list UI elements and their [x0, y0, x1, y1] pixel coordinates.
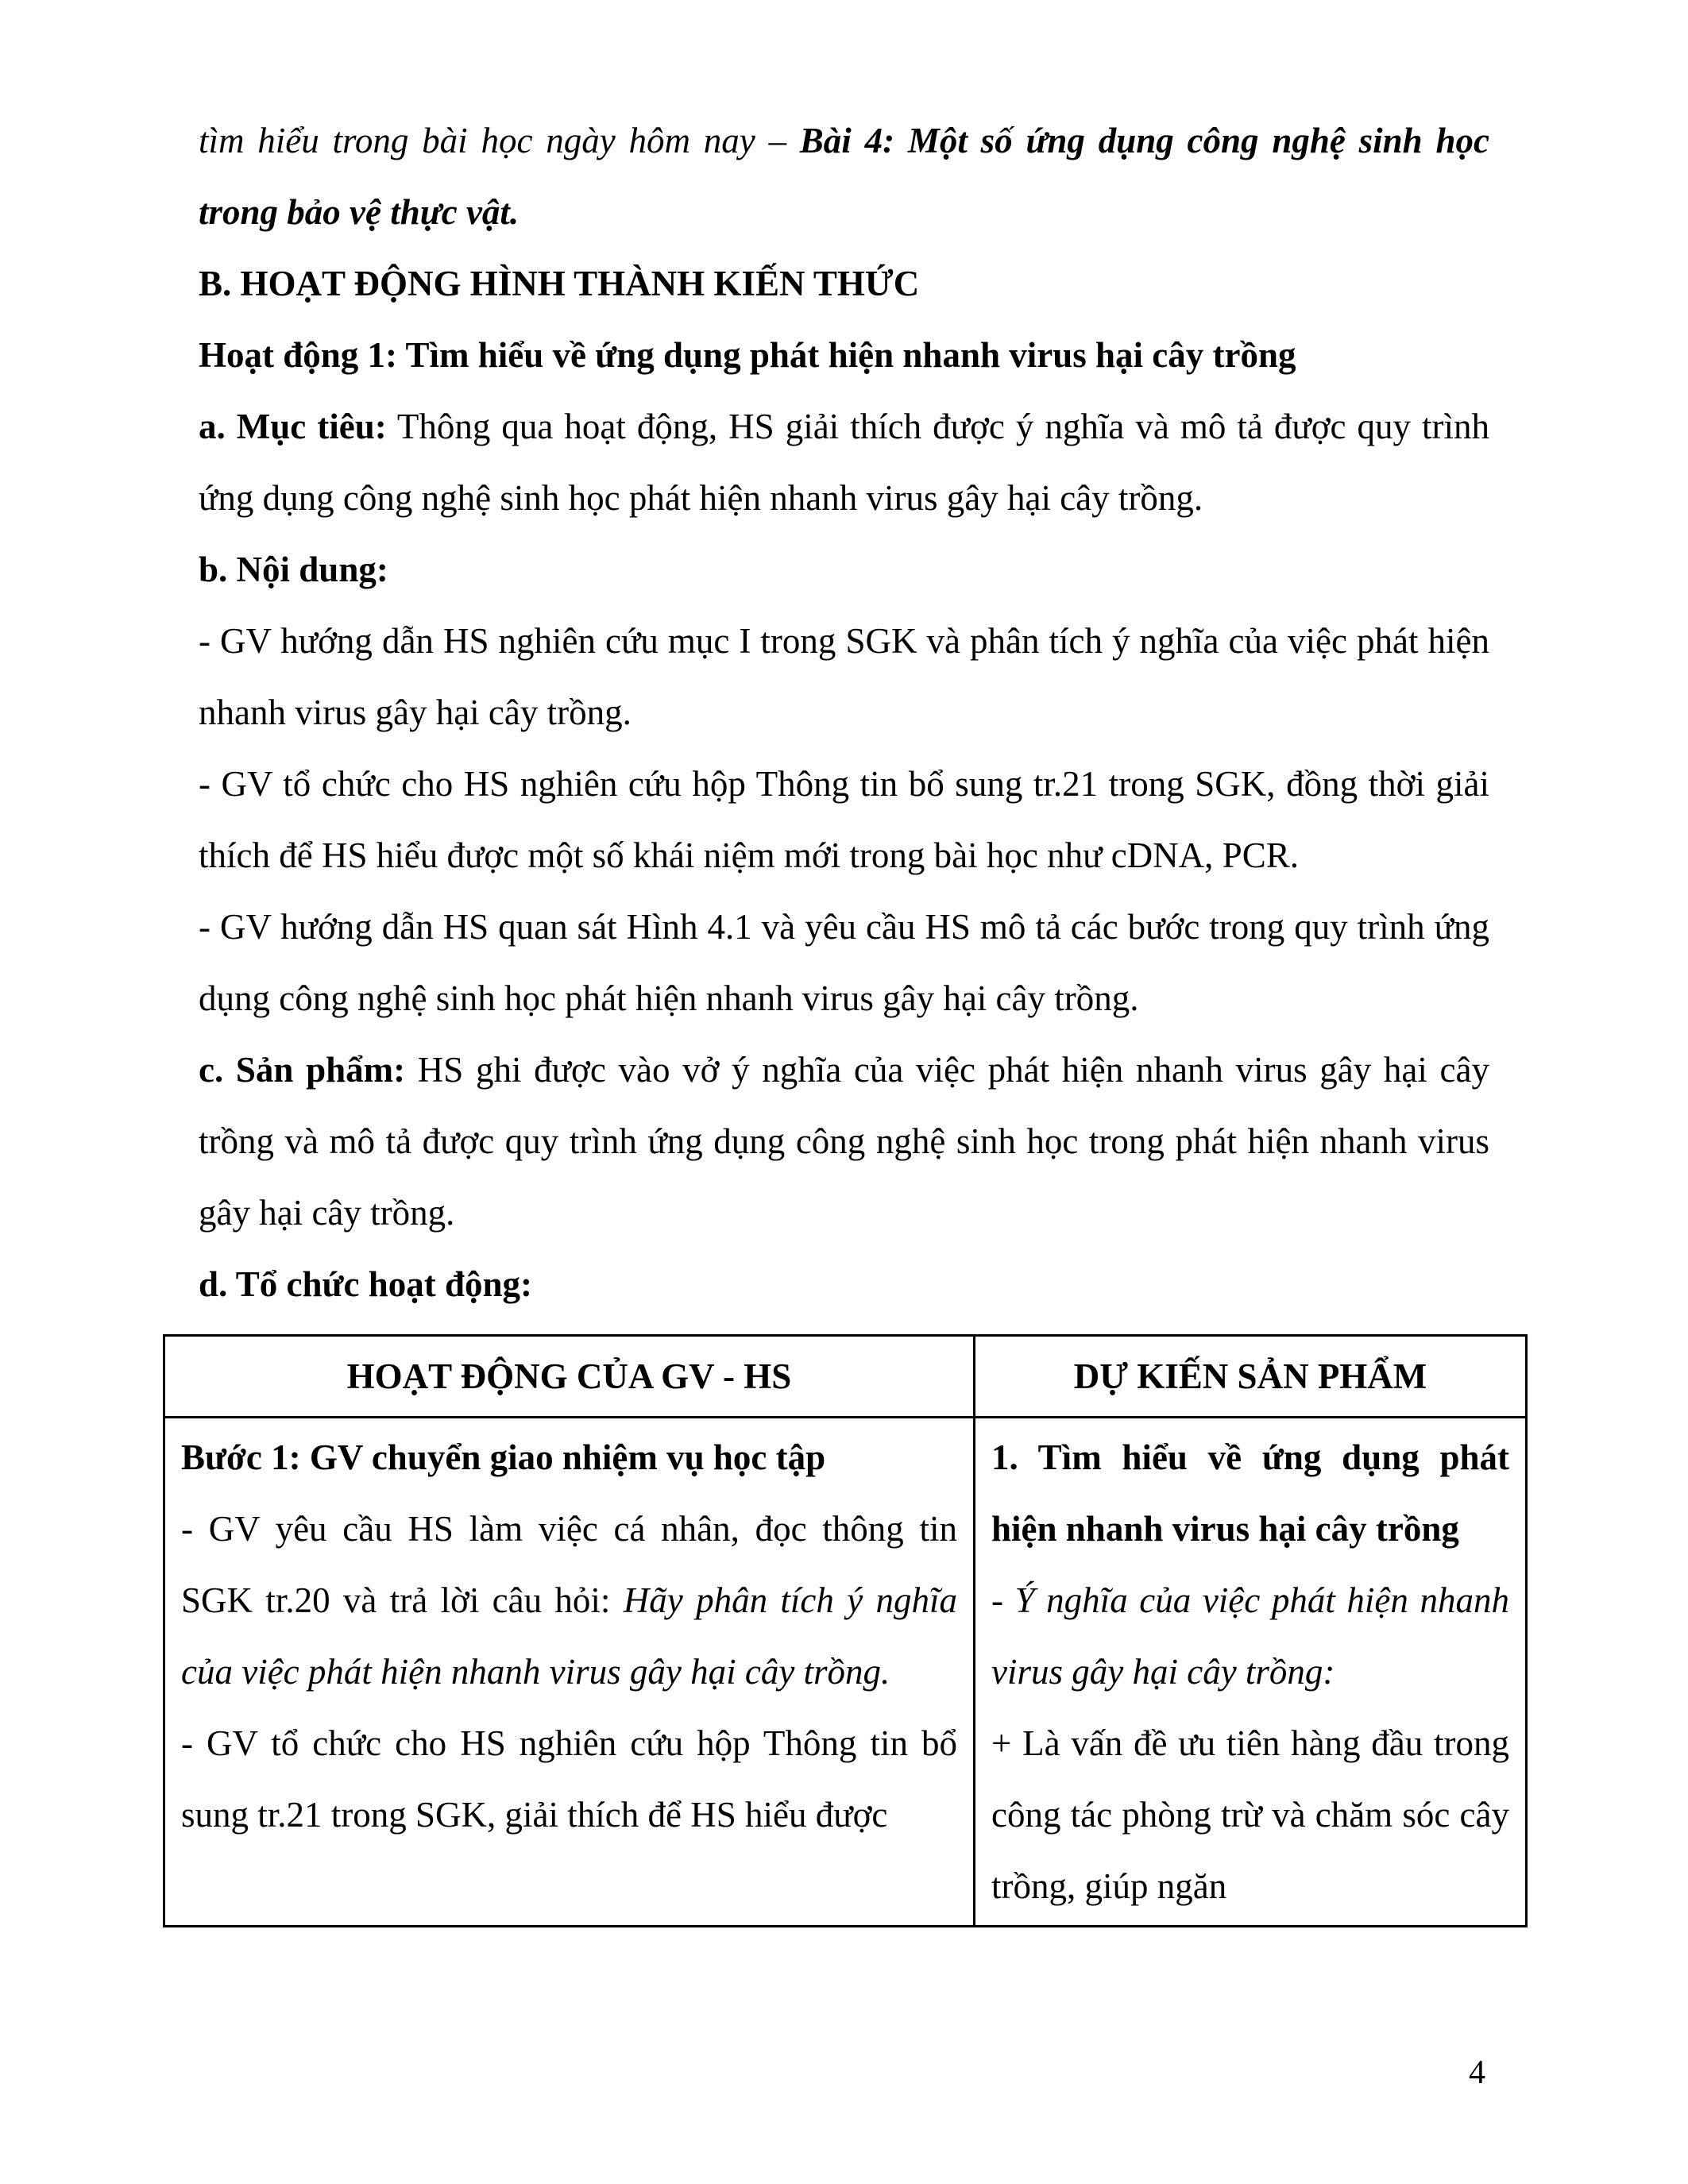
left-paragraph-3: - GV tổ chức cho HS nghiên cứu hộp Thông tin bổ sung tr.21 trong SGK, giải thích để HS hiểu được: [181, 1723, 957, 1835]
paragraph-noi-dung-3: - GV hướng dẫn HS quan sát Hình 4.1 và yêu cầu HS mô tả các bước trong quy trình ứng dụng công nghệ sinh học phát hiện nhanh virus gây hại cây trồng.: [199, 907, 1489, 1018]
intro-text: tìm hiểu trong bài học ngày hôm nay –: [199, 121, 800, 160]
muc-tieu-label: a. Mục tiêu:: [199, 407, 387, 446]
heading-activity-1: Hoạt động 1: Tìm hiểu về ứng dụng phát hiện nhanh virus hại cây trồng: [199, 335, 1296, 375]
san-pham-label: c. Sản phẩm:: [199, 1050, 406, 1090]
right-paragraph-3: + Là vấn đề ưu tiên hàng đầu trong công tác phòng trừ và chăm sóc cây trồng, giúp ngăn: [991, 1723, 1509, 1906]
page-number: 4: [1469, 2055, 1485, 2091]
cell-hoat-dong-gv-hs: [164, 1418, 975, 1927]
heading-noi-dung: b. Nội dung:: [199, 550, 388, 589]
table-header-gv-hs: HOẠT ĐỘNG CỦA GV - HS: [164, 1336, 975, 1418]
muc-tieu-text: Thông qua hoạt động, HS giải thích được ý nghĩa và mô tả được quy trình ứng dụng công nghệ sinh học phát hiện nhanh virus gây hại cây trồng.: [199, 407, 1490, 518]
san-pham-text: HS ghi được vào vở ý nghĩa của việc phát hiện nhanh virus gây hại cây trồng và mô tả được quy trình ứng dụng công nghệ sinh học trong phát hiện nhanh virus gây hại cây trồng.: [199, 1050, 1489, 1233]
paragraph-muc-tieu: [199, 391, 1489, 534]
paragraph-noi-dung-2: - GV tổ chức cho HS nghiên cứu hộp Thông tin bổ sung tr.21 trong SGK, đồng thời giải thích để HS hiểu được một số khái niệm mới trong bài học như cDNA, PCR.: [199, 764, 1489, 875]
lesson-title: Bài 4: Một số ứng dụng công nghệ sinh học trong bảo vệ thực vật.: [199, 121, 1489, 232]
paragraph-san-pham: [199, 1034, 1489, 1248]
document-body: [181, 105, 1509, 1927]
cell-du-kien-san-pham: [975, 1418, 1527, 1927]
table-header-du-kien-san-pham: DỰ KIẾN SẢN PHẨM: [975, 1336, 1527, 1418]
left-p2-normal-run: - GV yêu cầu HS làm việc cá nhân, đọc thông tin SGK tr.20 và trả lời câu hỏi:: [181, 1509, 957, 1620]
paragraph-noi-dung-1: - GV hướng dẫn HS nghiên cứu mục I trong SGK và phân tích ý nghĩa của việc phát hiện nhanh virus gây hại cây trồng.: [199, 621, 1489, 732]
table-body-row: [164, 1418, 1527, 1927]
heading-to-chuc: d. Tổ chức hoạt động:: [199, 1264, 533, 1304]
left-paragraph-2: [181, 1493, 957, 1707]
table-header-row: [164, 1336, 1527, 1418]
activity-table: [163, 1334, 1528, 1927]
right-paragraph-2: - Ý nghĩa của việc phát hiện nhanh virus gây hại cây trồng:: [991, 1580, 1509, 1692]
right-heading: 1. Tìm hiểu về ứng dụng phát hiện nhanh virus hại cây trồng: [991, 1437, 1509, 1549]
left-p2-question-run: Hãy phân tích ý nghĩa của việc phát hiện nhanh virus gây hại cây trồng.: [181, 1580, 957, 1692]
step-1-heading: Bước 1: GV chuyển giao nhiệm vụ học tập: [181, 1437, 826, 1477]
heading-section-b: B. HOẠT ĐỘNG HÌNH THÀNH KIẾN THỨC: [199, 264, 920, 303]
paragraph-intro: [199, 105, 1489, 248]
